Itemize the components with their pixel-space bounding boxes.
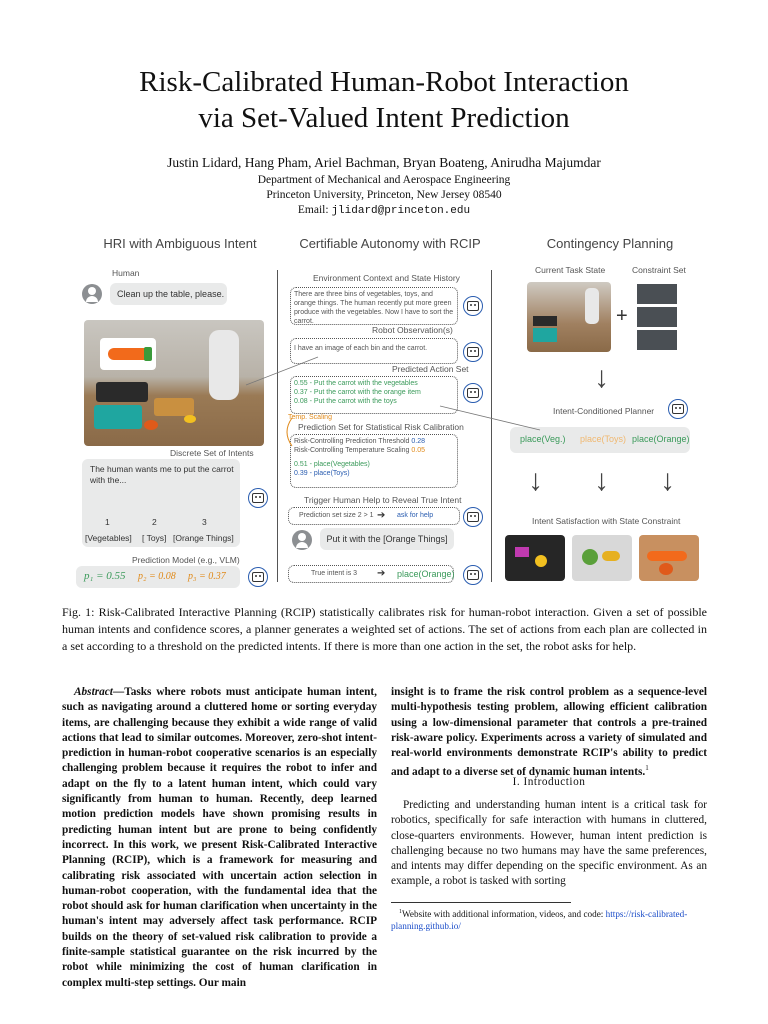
intent-opt-toys: [ Toys]: [142, 533, 167, 543]
human-utterance-bubble: Clean up the table, please.: [110, 283, 227, 305]
figure-caption: Fig. 1: Risk-Calibrated Interactive Planning (RCIP) statistically calibrates risk for human-robot interaction. Given a set of possible human intents and confidence scores, a planner generates a weighted set of actions. The set of actions from each plan are collected in a set according to a threshold on the predicted intents. If there is more than one action in the set, the robot asks for help.: [62, 605, 707, 653]
pred-action-1: 0.55 - Put the carrot with the vegetables: [294, 380, 418, 387]
threshold-row: Risk-Controlling Prediction Threshold 0.28: [294, 438, 425, 445]
intent-opt-orange: [Orange Things]: [173, 533, 234, 543]
temp-scaling-label: Temp. Scaling: [288, 414, 332, 421]
env-context-label: Environment Context and State History: [313, 273, 460, 283]
planner-label: Intent-Conditioned Planner: [553, 406, 655, 416]
prediction-model-label: Prediction Model (e.g., VLM): [132, 555, 240, 565]
plan-toys: place(Toys): [580, 434, 627, 444]
right-arrow-icon: ➔: [377, 510, 386, 521]
human-label: Human: [112, 268, 140, 278]
prob-3: p₃ = 0.37: [188, 571, 226, 582]
current-task-label: Current Task State: [535, 265, 606, 275]
set-size-text: Prediction set size 2 > 1: [299, 512, 374, 519]
abstract-continued: insight is to frame the risk control problem as a sequence-level multi-hypothesis testing problem, allowing efficient calibration using a low-dimensional parameter that controls a pre-trained risk-aware policy. Experiments across a variety of simulated and real-world environments demonstrate RCIP's ability to predict and adapt to a diverse set of dynamic human intents.$^1$: [391, 686, 707, 779]
plan-veg: place(Veg.): [520, 434, 566, 444]
abstract-text: —Tasks where robots must anticipate human intent, such as navigating around a cluttered home or sorting everyday items, are challenging because they exhibit a wide range of valid actions that lead to similar outcomes. Moreover, zero-shot intent-prediction in human-robot cooperative scenarios is an especially challenging problem because it requires the robot to infer and adapt on the fly to a latent human intent, which could vary significantly from human to human. Recently, deep learned motion prediction models have shown promising results in predicting human intent but are prone to being confidently incorrect. In this work, we present Risk-Calibrated Interactive Planning (RCIP), which is a framework for measuring and calibrating risk associated with uncertain action selection in human-robot cooperation, with the fundamental idea that the robot should ask for human clarification when uncertainty in the human's intent may adversely affect task performance. RCIP builds on the theory of set-valued risk calibration to provide a finite-sample statistical guarantee on the risk incurred by the robot while minimizing the cost of human clarification in complex multi-step settings. Our main: [62, 686, 377, 989]
pred-set-label: Prediction Set for Statistical Risk Calibration: [298, 422, 464, 432]
footnote: $^1$Website with additional information, videos, and code: https://risk-calibrated-planning.github.io/: [391, 909, 688, 932]
robot-obs-label: Robot Observation(s): [372, 325, 453, 335]
project-website-link[interactable]: https://risk-calibrated-planning.github.io/: [391, 909, 688, 932]
footnote-mark: 1: [645, 764, 649, 773]
true-intent-text: True intent is 3: [311, 570, 358, 577]
robot-obs-box: I have an image of each bin and the carrot.: [290, 338, 458, 364]
arrow-down-icon: ↓: [594, 361, 609, 394]
paper-title-line1: Risk-Calibrated Human-Robot Interaction: [139, 66, 629, 98]
prob-2: p₂ = 0.08: [138, 571, 176, 582]
discrete-intents-label: Discrete Set of Intents: [170, 448, 254, 458]
intent-num-2: 2: [152, 517, 157, 527]
prob-1: p₁ = 0.55: [84, 570, 126, 582]
email-label: Email:: [297, 204, 329, 216]
plus-sign: +: [616, 305, 628, 327]
ask-help-text: ask for help: [397, 512, 434, 519]
arrow-down-icon: ↓: [528, 464, 543, 497]
plan-orange: place(Orange): [632, 434, 690, 444]
temp-row: Risk-Controlling Temperature Scaling 0.05: [294, 447, 425, 454]
set-item-2: 0.39 - place(Toys): [294, 470, 350, 477]
intent-num-3: 3: [202, 517, 207, 527]
pred-action-3: 0.08 - Put the carrot with the toys: [294, 398, 397, 405]
constraint-set-label: Constraint Set: [632, 265, 686, 275]
satisfaction-label: Intent Satisfaction with State Constraint: [532, 516, 681, 526]
col-head-rcip: Certifiable Autonomy with RCIP: [299, 236, 481, 251]
env-context-box: There are three bins of vegetables, toys, and orange things. The human recently put more green produce with the vegetables. Now I have to sort the carrot.: [290, 287, 458, 325]
affiliation-dept: Department of Mechanical and Aerospace Engineering: [257, 174, 511, 186]
col-head-contingency: Contingency Planning: [546, 236, 674, 251]
human-reply-bubble: Put it with the [Orange Things]: [320, 528, 454, 550]
arrow-down-icon: ↓: [594, 464, 609, 497]
paper-title-line2: via Set-Valued Intent Prediction: [198, 102, 570, 134]
pred-action-2: 0.37 - Put the carrot with the orange item: [294, 389, 421, 396]
email-address: jlidard@princeton.edu: [331, 205, 471, 217]
intro-paragraph: Predicting and understanding human intent is a critical task for robotics, specifically for safe interaction with humans in cluttered, close-quarters environments. However, human intent prediction is challenging because no two humans may have the same preferences, and intents may differ depending on the specific environment. As an example, a robot is tasked with sorting: [391, 799, 707, 888]
temp-value: 0.05: [411, 447, 425, 454]
threshold-value: 0.28: [411, 438, 425, 445]
col-head-hri: HRI with Ambiguous Intent: [103, 236, 257, 251]
section-heading-intro: I. Introduction: [512, 776, 586, 788]
abstract-label: Abstract: [74, 686, 113, 698]
trigger-help-label: Trigger Human Help to Reveal True Intent: [304, 495, 462, 505]
author-list: Justin Lidard, Hang Pham, Ariel Bachman, Bryan Boateng, Anirudha Majumdar: [167, 155, 601, 170]
set-item-1: 0.51 - place(Vegetables): [294, 461, 370, 468]
intent-num-1: 1: [105, 517, 110, 527]
abstract-paragraph: [62, 685, 377, 991]
footnote-rule: [391, 902, 571, 903]
intent-prompt: The human wants me to put the carrot with the...: [90, 464, 234, 485]
affiliation-univ: Princeton University, Princeton, New Jersey 08540: [266, 189, 502, 201]
pred-action-label: Predicted Action Set: [392, 364, 469, 374]
arrow-down-icon: ↓: [660, 464, 675, 497]
right-arrow-icon: ➔: [377, 568, 386, 579]
final-action-text: place(Orange): [397, 569, 455, 579]
intent-opt-vegetables: [Vegetables]: [85, 533, 132, 543]
